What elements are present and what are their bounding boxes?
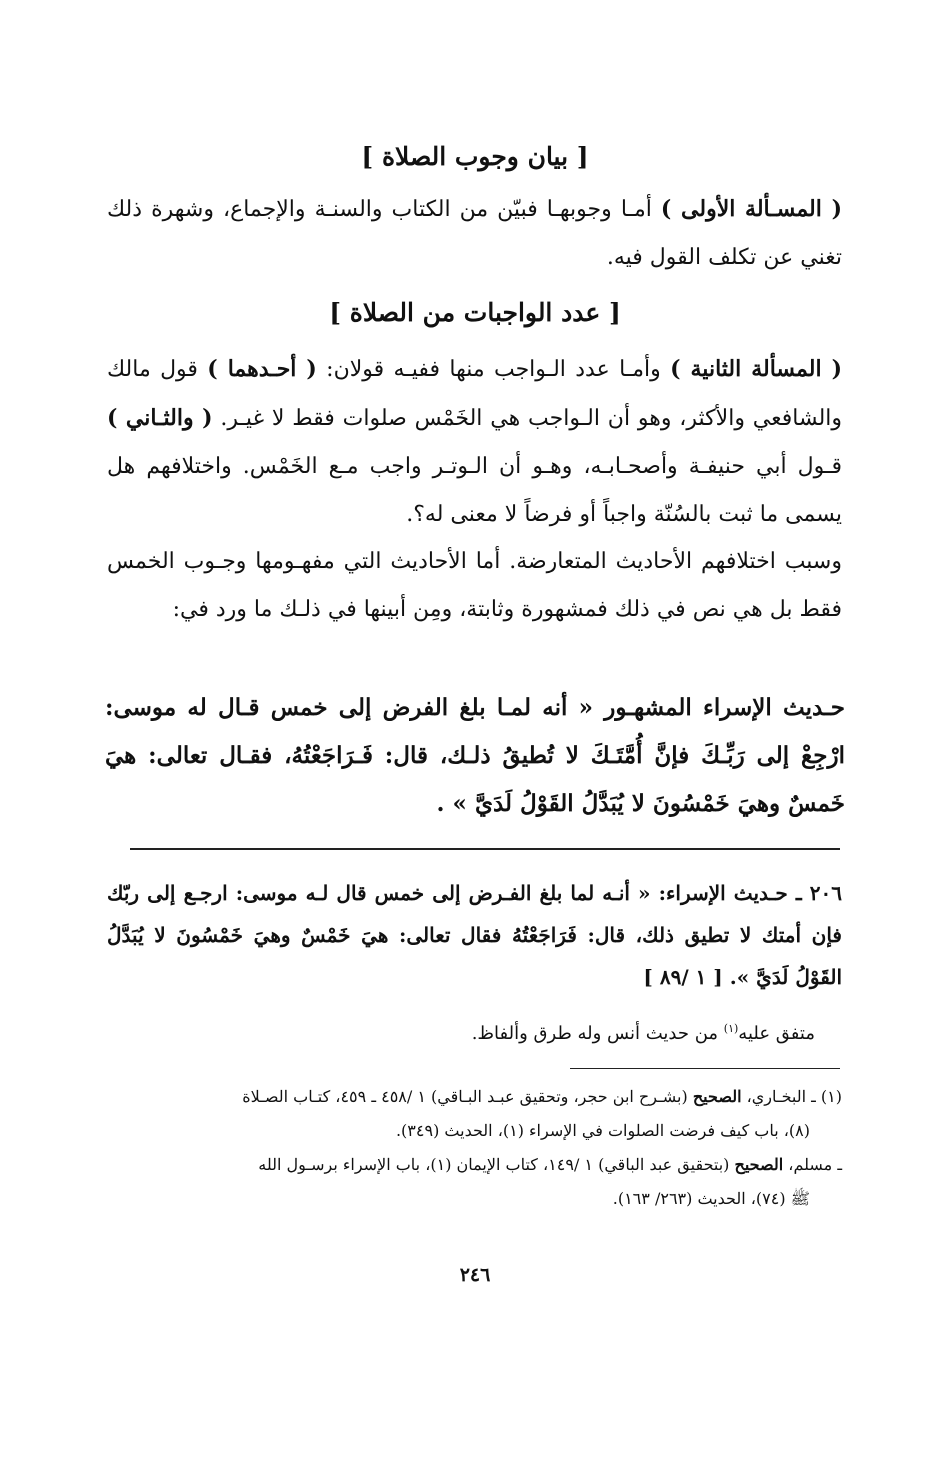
paragraph-first-issue-text: أمـا وجوبهـا فبيّن من الكتاب والسنـة والإجماع، وشهرة ذلك تغني عن تكلف القول فيه. (107, 197, 842, 270)
section-heading-prayer-obligation: [ بيان وجوب الصلاة ] (361, 142, 589, 171)
hadith-reference-206: ٢٠٦ ـ حـديث الإسراء: « أنـه لما بلغ الفـرض إلى خمس قال لـه موسى: ارجـع إلى ربّك فإن أمتك لا تطيق ذلك، قال: فَرَاجَعْتُهُ فقال تعالى: هيَ خَمْسٌ وهيَ خَمْسُونَ لا يُبَدَّلُ القَوْلُ لَدَيَّ ». [ ١ /٨٩ ] (107, 881, 842, 989)
footnote-bukhari-source: (١) ـ البخـاري، (741, 1087, 842, 1106)
page-number: ٢٤٦ (459, 1264, 491, 1286)
footnote-marker: (١) (723, 1022, 739, 1035)
paragraph-first-issue (107, 185, 842, 282)
opinion-label-second: ( والثـاني ) (107, 405, 213, 431)
paragraph-second-issue-text-3: قـول أبي حنيفـة وأصحـابـه، وهـو أن الـوتـر واجب مـع الخَمْس. واختلافهم هل يسمى ما ثبت بالسُنّة واجباً أو فرضاً لا معنى له؟. (107, 454, 842, 527)
hadith-isra-text: حـديث الإسراء المشهـور « أنه لمـا بلغ الفرض إلى خمس قـال له موسى: ارْجِعْ إلى رَبِّـكَ فإنَّ أُمَّتَـكَ لا تُطيقُ ذلـك، قال: فَـرَاجَعْتُهُ، فقـال تعالى: هيَ خَمسٌ وهيَ خَمْسُونَ لا يُبَدَّلُ القَوْلُ لَدَيَّ » . (105, 694, 845, 817)
footnote-bukhari-continuation: (٨)، باب كيف فرضت الصلوات في الإسراء (١)، الحديث (٣٤٩). (395, 1121, 810, 1140)
footnote-muslim-book: الصحيح (734, 1155, 784, 1174)
footnote-bukhari-detail: (بشـرح ابن حجر، وتحقيق عبـد البـاقي) ١ /٤٥٨ ـ ٤٥٩، كتـاب الصـلاة (242, 1087, 693, 1106)
paragraph-second-issue (107, 345, 842, 539)
paragraph-second-issue-text-1: وأمـا عدد الـواجب منها ففيـه قولان: (316, 357, 671, 382)
paragraph-second-issue-text-2: قول مالك والشافعي والأكثر، وهو أن الـواجب هي الخَمْس صلوات فقط لا غيـر. (107, 357, 843, 431)
section-heading-obligatory-count: [ عدد الواجبات من الصلاة ] (329, 298, 621, 327)
footnote-bukhari (107, 1080, 842, 1148)
issue-label-first: ( المسـألة الأولى ) (660, 196, 842, 222)
agreed-upon-label: متفق عليه (738, 1023, 815, 1044)
footnote-muslim-detail: (بتحقيق عبد الباقي) ١ /١٤٩، كتاب الإيمان (١)، باب الإسراء برسـول الله (258, 1155, 735, 1174)
divider-line (130, 848, 840, 850)
footnote-bukhari-book: الصحيح (692, 1087, 742, 1106)
agreed-upon-note (472, 1022, 815, 1044)
footnote-divider (570, 1068, 840, 1069)
issue-label-second: ( المسألة الثانية ) (670, 356, 842, 382)
paragraph-reason-of-dispute: وسبب اختلافهم الأحاديث المتعارضة. أما الأحاديث التي مفهـومها وجـوب الخمس فقط بل هي نص في ذلك فمشهورة وثابتة، ومِن أبينها في ذلـك ما ورد في: (107, 549, 842, 622)
agreed-upon-text: من حديث أنس وله طرق وألفاظ. (471, 1023, 724, 1044)
footnote-muslim-continuation: ﷺ (٧٤)، الحديث (٢٦٣/ ١٦٣). (612, 1189, 810, 1208)
footnote-muslim-source: ـ مسلم، (783, 1155, 842, 1174)
opinion-label-first: ( أحـدهما ) (207, 356, 317, 382)
footnote-muslim (107, 1148, 842, 1216)
